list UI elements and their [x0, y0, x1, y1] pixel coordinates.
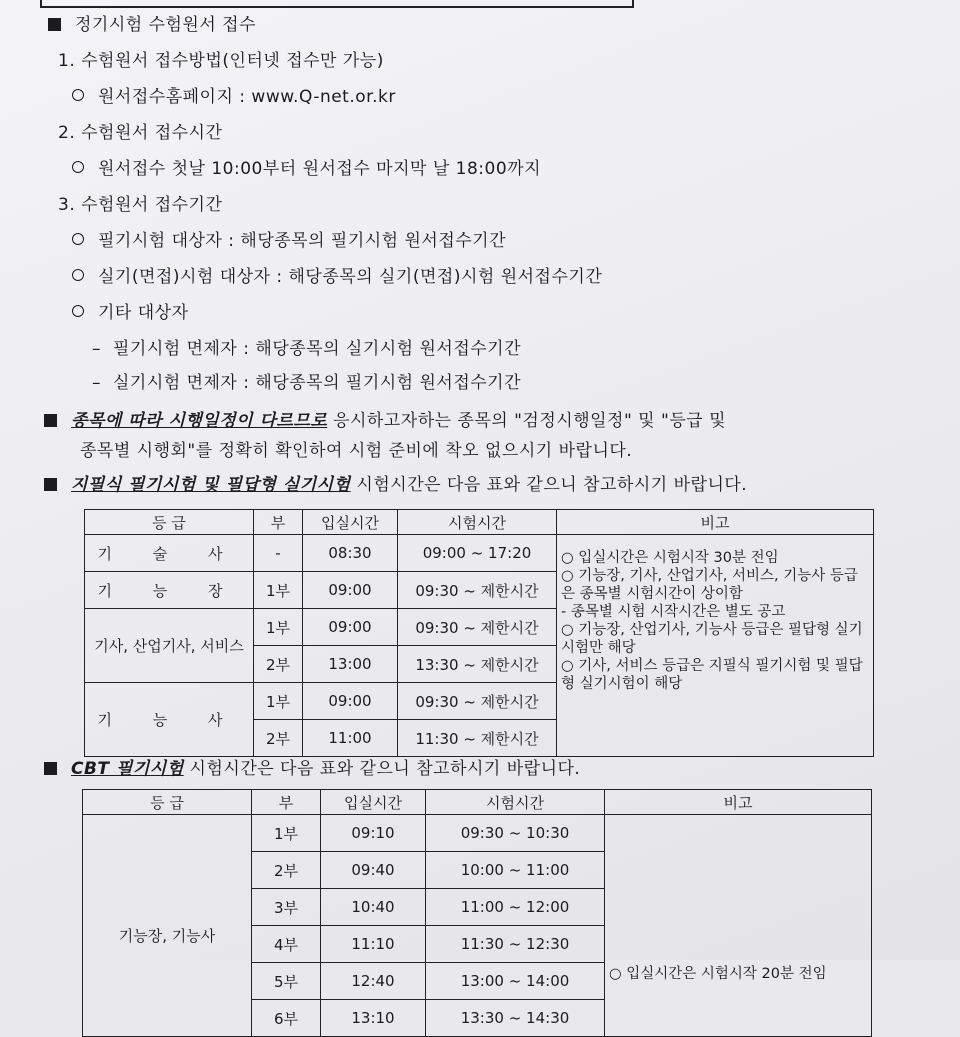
part-cell: 1부: [254, 572, 303, 609]
circle-bullet-icon: [72, 233, 84, 245]
note-item: - 종목별 시험 시작시간은 별도 공고: [561, 604, 786, 620]
part-cell: 1부: [254, 683, 303, 720]
item-1-sub: [72, 86, 396, 108]
part-cell: 4부: [252, 926, 321, 963]
dash-text: 실기시험 면제자 : 해당종목의 필기시험 원서접수기간: [113, 373, 522, 393]
item-2-sub: [72, 158, 541, 180]
time-cell: 09:30 ~ 10:30: [426, 815, 605, 852]
heading-text: 시험시간은 다음 표와 같으니 참고하시기 바랍니다.: [189, 759, 581, 779]
note-item: ○ 기사, 서비스 등급은 지필식 필기시험 및 필답형 실기시험이 해당: [561, 657, 869, 693]
table-row: [85, 535, 874, 572]
header-time: 시험시간: [398, 510, 557, 535]
time-cell: 09:30 ~ 제한시간: [398, 572, 557, 609]
item-3-dash-2: [92, 372, 521, 394]
time-cell: 11:00 ~ 12:00: [426, 889, 605, 926]
part-cell: 2부: [252, 852, 321, 889]
header-grade: 등 급: [83, 790, 252, 815]
note-item: ○ 기능장, 산업기사, 기능사 등급은 필답형 실기시험만 해당: [561, 621, 869, 657]
square-bullet-icon: [44, 414, 57, 427]
sub-text: 실기(면접)시험 대상자 : 해당종목의 실기(면접)시험 원서접수기간: [98, 267, 603, 287]
item-3-dash-1: [92, 338, 521, 360]
time-cell: 11:30 ~ 12:30: [426, 926, 605, 963]
entry-cell: 09:40: [321, 852, 426, 889]
entry-cell: 09:10: [321, 815, 426, 852]
part-cell: 1부: [252, 815, 321, 852]
note-item: ○ 입실시간은 시험시작 30분 전임: [561, 549, 869, 567]
grade-cell: 기 능 장: [85, 572, 254, 609]
circle-bullet-icon: [72, 269, 84, 281]
entry-cell: 10:40: [321, 889, 426, 926]
part-cell: 6부: [252, 1000, 321, 1037]
part-cell: 5부: [252, 963, 321, 1000]
note-item: ○ 기능장, 기사, 산업기사, 서비스, 기능사 등급은 종목별 시험시간이 상이함: [561, 567, 869, 603]
dash-bullet-icon: –: [92, 373, 101, 393]
entry-cell: 08:30: [303, 535, 398, 572]
part-cell: 2부: [254, 646, 303, 683]
cbt-exam-heading: [44, 758, 580, 780]
entry-cell: 13:00: [303, 646, 398, 683]
header-entry: 입실시간: [303, 510, 398, 535]
schedule-notice-cont: 종목별 시행회"를 정확히 확인하여 시험 준비에 착오 없으시기 바랍니다.: [80, 441, 633, 461]
grade-cell: 기 술 사: [85, 535, 254, 572]
emphasis-text: CBT 필기시험: [71, 759, 184, 779]
entry-cell: 11:10: [321, 926, 426, 963]
square-bullet-icon: [44, 762, 57, 775]
item-3-sub-2: [72, 266, 602, 288]
dash-text: 필기시험 면제자 : 해당종목의 실기시험 원서접수기간: [113, 339, 522, 359]
header-notes: 비고: [605, 790, 872, 815]
header-part: 부: [252, 790, 321, 815]
time-cell: 09:00 ~ 17:20: [398, 535, 557, 572]
cbt-exam-table: [82, 789, 872, 1037]
top-box-border: [40, 0, 634, 8]
circle-bullet-icon: [72, 161, 84, 173]
notice-text: 응시하고자하는 종목의 "검정시행일정" 및 "등급 및: [333, 411, 726, 431]
entry-cell: 12:40: [321, 963, 426, 1000]
entry-cell: 09:00: [303, 609, 398, 646]
grade-cell: 기 능 사: [85, 683, 254, 757]
grade-cell: 기능장, 기능사: [83, 815, 252, 1037]
item-3: 3. 수험원서 접수기간: [58, 195, 223, 215]
item-3-sub-3: [72, 302, 189, 324]
grade-cell: 기사, 산업기사, 서비스: [85, 609, 254, 683]
heading-text: 정기시험 수험원서 접수: [75, 15, 257, 35]
square-bullet-icon: [44, 478, 57, 491]
hours-text: 원서접수 첫날 10:00부터 원서접수 마지막 날 18:00까지: [98, 159, 542, 179]
header-part: 부: [254, 510, 303, 535]
schedule-notice: [44, 410, 726, 432]
header-notes: 비고: [557, 510, 874, 535]
entry-cell: 09:00: [303, 572, 398, 609]
item-3-sub-1: [72, 230, 506, 252]
entry-cell: 13:10: [321, 1000, 426, 1037]
sub-text: 기타 대상자: [98, 303, 189, 323]
header-grade: 등 급: [85, 510, 254, 535]
emphasis-text: 종목에 따라 시행일정이 다르므로: [71, 411, 328, 431]
written-exam-heading: [44, 474, 747, 496]
homepage-text: 원서접수홈페이지 : www.Q-net.or.kr: [98, 87, 396, 107]
section-heading-application: [48, 14, 256, 36]
entry-cell: 09:00: [303, 683, 398, 720]
dash-bullet-icon: –: [92, 339, 101, 359]
part-cell: 1부: [254, 609, 303, 646]
header-entry: 입실시간: [321, 790, 426, 815]
time-cell: 13:30 ~ 제한시간: [398, 646, 557, 683]
time-cell: 13:30 ~ 14:30: [426, 1000, 605, 1037]
time-cell: 13:00 ~ 14:00: [426, 963, 605, 1000]
time-cell: 09:30 ~ 제한시간: [398, 609, 557, 646]
item-1: 1. 수험원서 접수방법(인터넷 접수만 가능): [58, 51, 384, 71]
notes-cell: [605, 815, 872, 1037]
circle-bullet-icon: [72, 89, 84, 101]
time-cell: 10:00 ~ 11:00: [426, 852, 605, 889]
circle-bullet-icon: [72, 305, 84, 317]
written-exam-table: [84, 509, 874, 757]
heading-text: 시험시간은 다음 표와 같으니 참고하시기 바랍니다.: [356, 475, 748, 495]
emphasis-text: 지필식 필기시험 및 필답형 실기시험: [71, 475, 351, 495]
part-cell: 2부: [254, 720, 303, 757]
part-cell: 3부: [252, 889, 321, 926]
entry-cell: 11:00: [303, 720, 398, 757]
time-cell: 09:30 ~ 제한시간: [398, 683, 557, 720]
sub-text: 필기시험 대상자 : 해당종목의 필기시험 원서접수기간: [98, 231, 507, 251]
table-row: [83, 815, 872, 852]
part-cell: -: [254, 535, 303, 572]
notes-cell: [557, 535, 874, 757]
note-item: ○ 입실시간은 시험시작 20분 전임: [609, 965, 867, 983]
square-bullet-icon: [48, 18, 61, 31]
time-cell: 11:30 ~ 제한시간: [398, 720, 557, 757]
header-time: 시험시간: [426, 790, 605, 815]
item-2: 2. 수험원서 접수시간: [58, 123, 223, 143]
